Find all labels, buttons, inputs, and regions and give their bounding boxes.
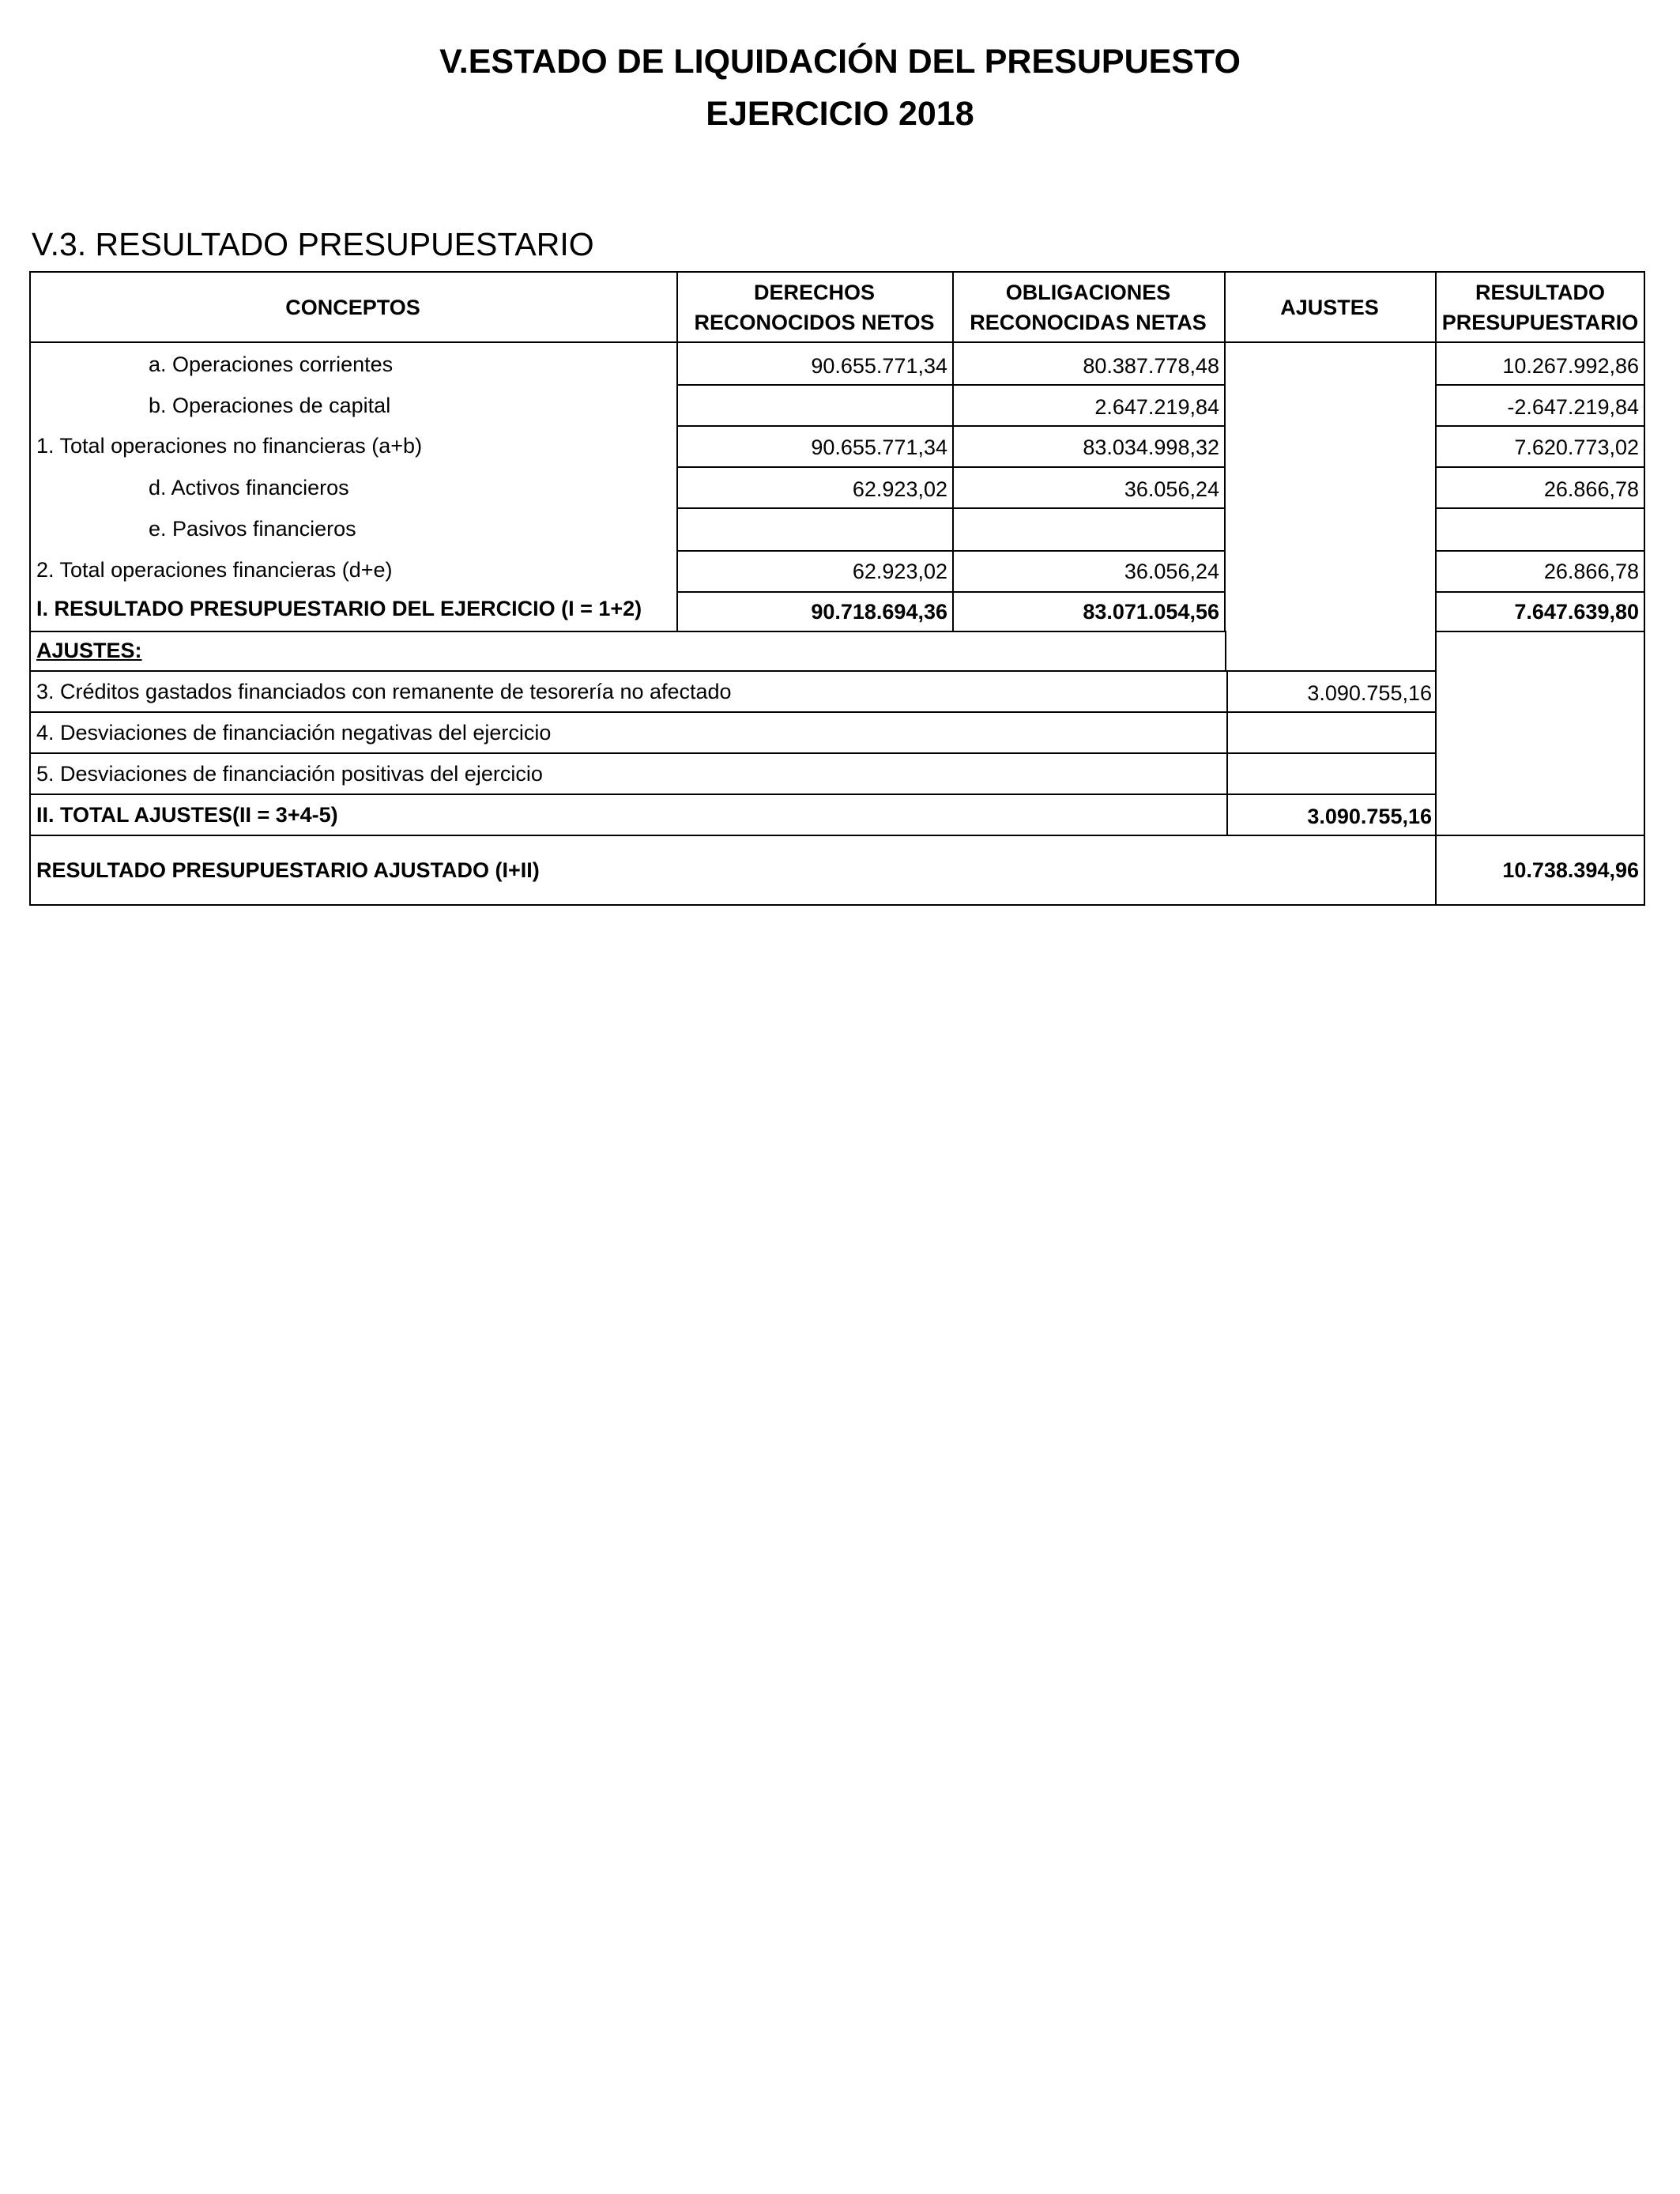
column-header-obligaciones: OBLIGACIONES RECONOCIDAS NETAS xyxy=(970,280,1207,334)
row-label-ajuste-5: 5. Desviaciones de financiación positivas del ejercicio xyxy=(36,762,543,786)
cell-resultado-a: 10.267.992,86 xyxy=(1502,354,1639,378)
column-header-ajustes: AJUSTES xyxy=(1280,295,1379,319)
cell-derechos-d: 62.923,02 xyxy=(852,477,947,501)
row-label-b: b. Operaciones de capital xyxy=(149,394,391,417)
cell-resultado-d: 26.866,78 xyxy=(1543,477,1639,501)
column-header-conceptos: CONCEPTOS xyxy=(285,295,420,319)
column-header-derechos: DERECHOS RECONOCIDOS NETOS xyxy=(694,280,935,334)
cell-resultado-total-1: 7.620.773,02 xyxy=(1514,435,1639,459)
row-label-a: a. Operaciones corrientes xyxy=(149,352,394,376)
row-label-total-1: 1. Total operaciones no financieras (a+b) xyxy=(36,434,423,458)
row-label-total-ajustes: II. TOTAL AJUSTES(II = 3+4-5) xyxy=(36,803,338,827)
cell-resultado-resultado-i: 7.647.639,80 xyxy=(1514,600,1639,624)
cell-resultado-b: -2.647.219,84 xyxy=(1507,395,1639,419)
row-label-e: e. Pasivos financieros xyxy=(149,517,356,541)
cell-obligaciones-a: 80.387.778,48 xyxy=(1083,354,1219,378)
cell-derechos-total-1: 90.655.771,34 xyxy=(811,435,947,459)
cell-derechos-total-2: 62.923,02 xyxy=(852,560,947,583)
cell-obligaciones-total-1: 83.034.998,32 xyxy=(1083,435,1219,459)
cell-derechos-a: 90.655.771,34 xyxy=(811,354,947,378)
row-label-resultado-i: I. RESULTADO PRESUPUESTARIO DEL EJERCICIO (I = 1+2) xyxy=(36,597,642,620)
section-title: V.3. RESULTADO PRESUPUESTARIO xyxy=(32,226,594,262)
cell-total-ajustes: 3.090.755,16 xyxy=(1307,805,1432,828)
cell-resultado-total-2: 26.866,78 xyxy=(1543,560,1639,583)
row-label-total-2: 2. Total operaciones financieras (d+e) xyxy=(36,558,393,582)
cell-ajuste-3: 3.090.755,16 xyxy=(1307,681,1432,705)
cell-obligaciones-b: 2.647.219,84 xyxy=(1094,395,1219,419)
column-header-resultado: RESULTADO PRESUPUESTARIO xyxy=(1441,280,1639,334)
cell-obligaciones-d: 36.056,24 xyxy=(1124,477,1219,501)
row-label-ajuste-3: 3. Créditos gastados financiados con remanente de tesorería no afectado xyxy=(36,680,732,703)
document-title: V.ESTADO DE LIQUIDACIÓN DEL PRESUPUESTO xyxy=(439,43,1241,81)
cell-resultado-ajustado: 10.738.394,96 xyxy=(1502,858,1639,882)
row-label-resultado-ajustado: RESULTADO PRESUPUESTARIO AJUSTADO (I+II) xyxy=(36,858,540,882)
cell-obligaciones-resultado-i: 83.071.054,56 xyxy=(1083,600,1219,624)
document-subtitle: EJERCICIO 2018 xyxy=(706,95,974,133)
cell-derechos-resultado-i: 90.718.694,36 xyxy=(811,600,947,624)
cell-obligaciones-total-2: 36.056,24 xyxy=(1124,560,1219,583)
row-label-ajuste-4: 4. Desviaciones de financiación negativas del ejercicio xyxy=(36,721,552,745)
row-label-d: d. Activos financieros xyxy=(149,476,349,499)
ajustes-section-header: AJUSTES: xyxy=(36,639,142,662)
